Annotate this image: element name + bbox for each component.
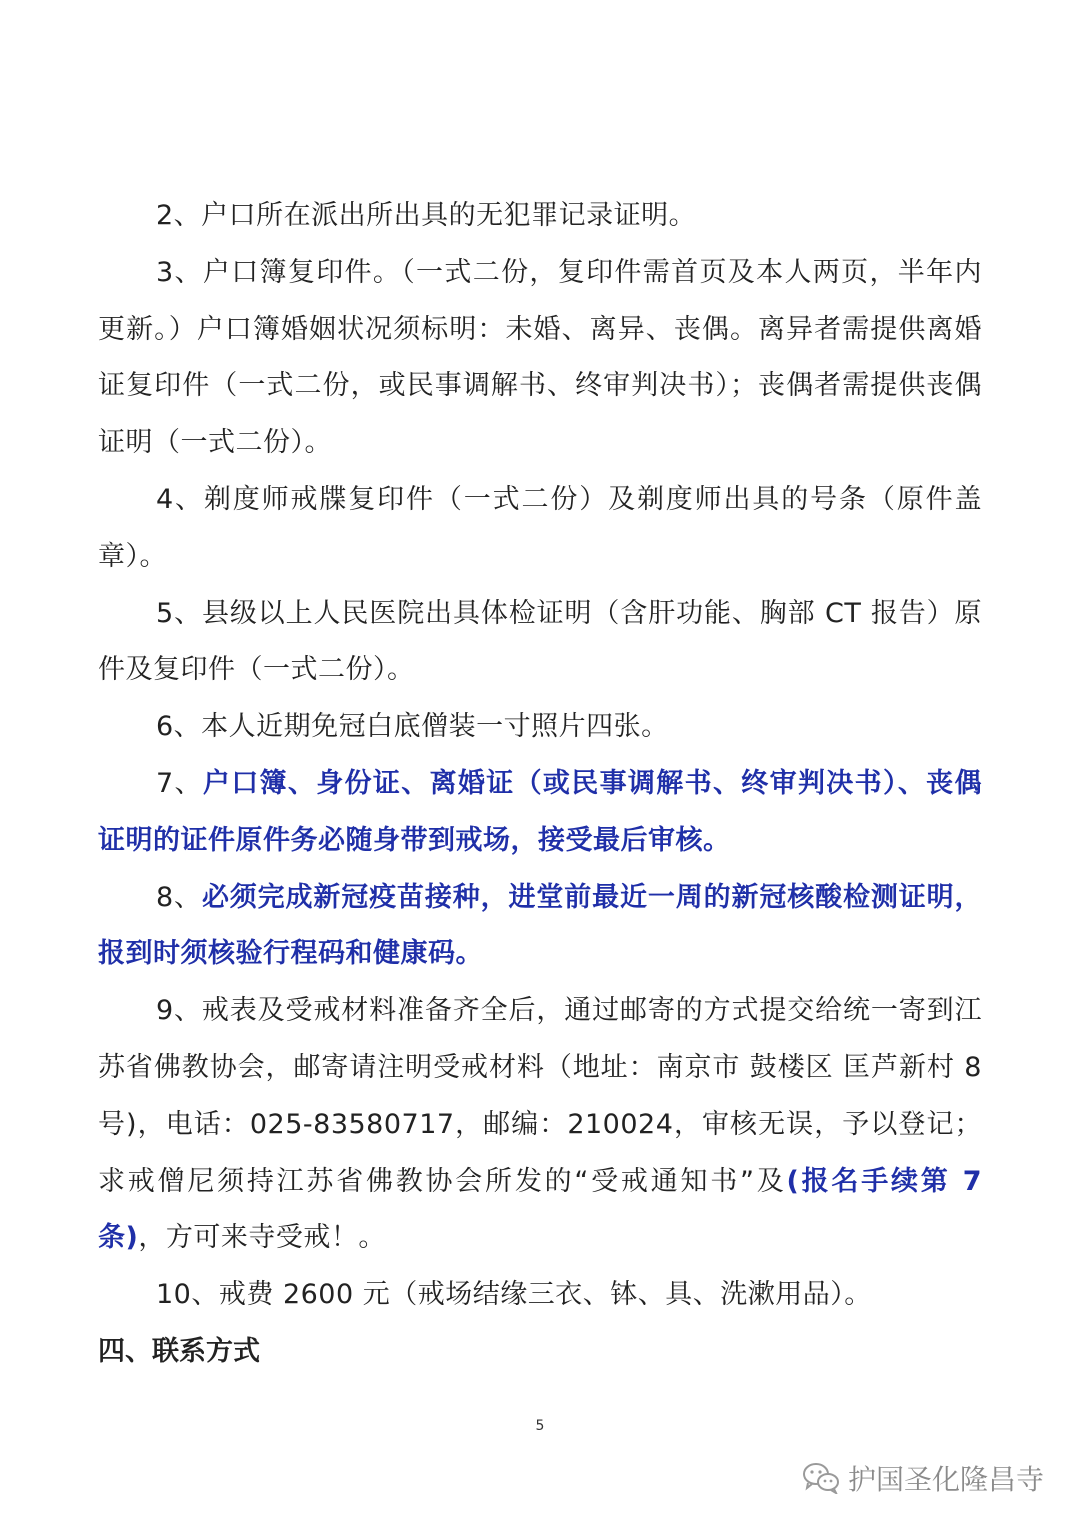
wechat-icon — [802, 1462, 840, 1494]
item-8-number: 8、 — [156, 881, 202, 913]
item-7-emphasis: 户口簿、身份证、离婚证（或民事调解书、终审判决书）、丧偶证明的证件原件务必随身带到戒场，接受最后审核。 — [98, 767, 982, 856]
watermark — [802, 1458, 1044, 1498]
item-2: 2、户口所在派出所出具的无犯罪记录证明。 — [156, 200, 697, 231]
item-9-emphasis: (报名手续第 7 条) — [98, 1165, 982, 1254]
item-7 — [98, 756, 982, 870]
document-body — [98, 188, 982, 1381]
item-5: 5、县级以上人民医院出具体检证明（含肝功能、胸部 CT 报告）原件及复印件（一式二份）。 — [98, 597, 982, 686]
watermark-text: 护国圣化隆昌寺 — [847, 1463, 1044, 1496]
item-9 — [98, 983, 982, 1267]
item-9-text-c: ，方可来寺受戒！。 — [138, 1222, 386, 1254]
item-3: 3、户口簿复印件。（一式二份，复印件需首页及本人两页，半年内更新。）户口簿婚姻状况须标明：未婚、离异、丧偶。离异者需提供离婚证复印件（一式二份，或民事调解书、终审判决书）；丧偶者需提供丧偶证明（一式二份）。 — [98, 256, 982, 459]
item-8 — [98, 870, 982, 984]
item-7-number: 7、 — [156, 767, 203, 799]
item-8-emphasis: 必须完成新冠疫苗接种，进堂前最近一周的新冠核酸检测证明，报到时须核验行程码和健康码。 — [98, 881, 983, 970]
page-number: 5 — [535, 1418, 545, 1434]
item-4: 4、剃度师戒牒复印件（一式二份）及剃度师出具的号条（原件盖章）。 — [98, 483, 982, 572]
section-heading: 四、联系方式 — [98, 1335, 260, 1367]
item-9-text-a: 9、戒表及受戒材料准备齐全后，通过邮寄的方式提交给统一寄到江苏省佛教协会，邮寄请注明受戒材料（地址：南京市 鼓楼区 匡芦新村 8 号)，电话：025-83580717，邮编：210024，审核无误，予以登记；求戒僧尼须持江苏省佛教协会所发的“受戒通知书”及 — [98, 995, 982, 1197]
item-10: 10、戒费 2600 元（戒场结缘三衣、钵、具、洗漱用品）。 — [156, 1279, 872, 1311]
item-6: 6、本人近期免冠白底僧装一寸照片四张。 — [156, 711, 669, 743]
